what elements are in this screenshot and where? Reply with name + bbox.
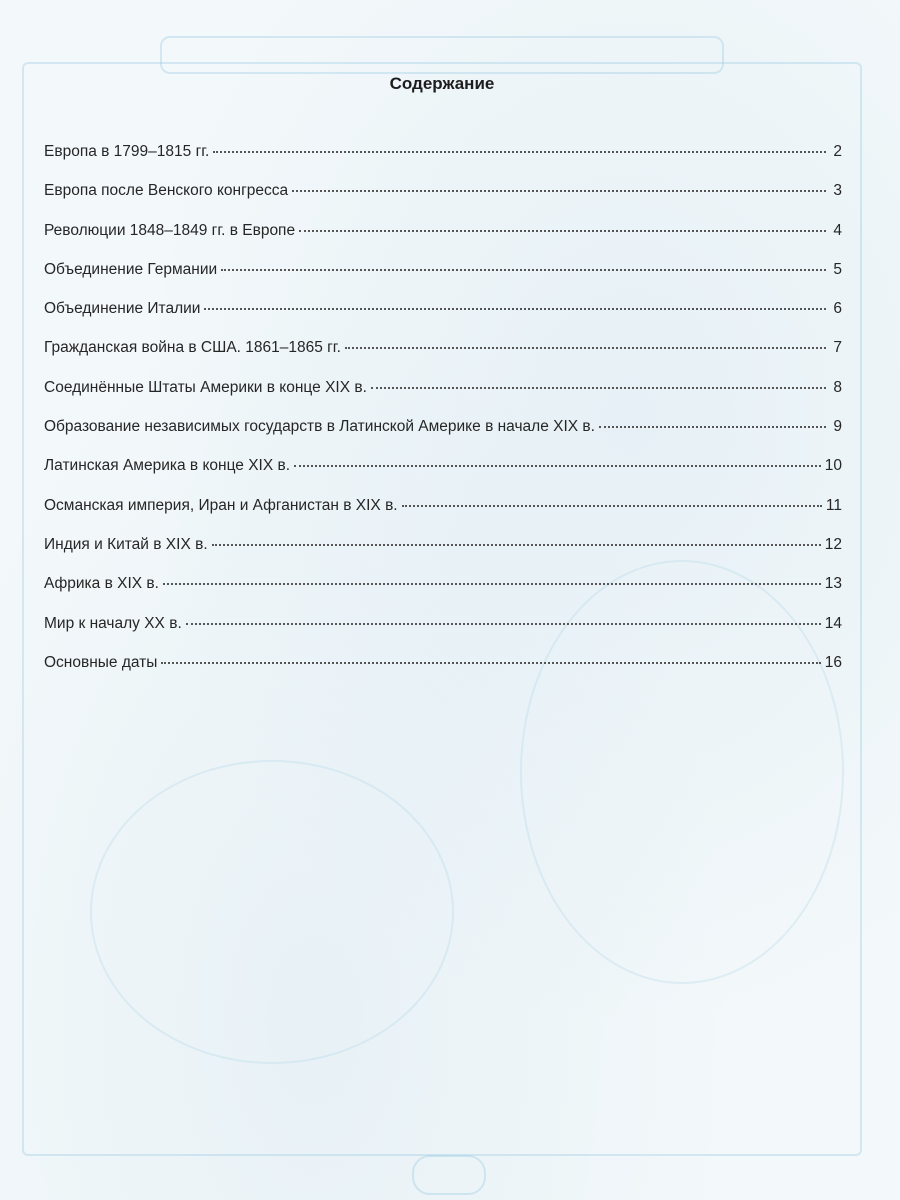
toc-entry <box>44 615 842 654</box>
toc-entry-page-number: 4 <box>833 221 842 239</box>
toc-entry-page-number: 11 <box>825 496 842 514</box>
page-title: Содержание <box>389 74 495 93</box>
table-of-contents <box>44 143 842 693</box>
toc-entry <box>44 418 842 457</box>
toc-entry <box>44 536 842 575</box>
toc-entry-title: Объединение Германии <box>44 260 218 278</box>
toc-entry-page-number: 2 <box>833 143 842 160</box>
toc-leader-dots <box>186 623 821 625</box>
toc-entry-page-number: 14 <box>824 614 842 632</box>
toc-leader-dots <box>292 190 826 192</box>
toc-entry <box>44 143 842 182</box>
toc-entry-page-number: 16 <box>824 653 842 671</box>
toc-entry-title: Индия и Китай в XIX в. <box>44 535 208 553</box>
toc-entry <box>44 339 842 378</box>
show-through-map-outline <box>90 760 454 1064</box>
toc-leader-dots <box>345 347 826 349</box>
toc-entry <box>44 182 842 221</box>
toc-entry-page-number: 12 <box>824 535 842 553</box>
toc-entry-page-number: 3 <box>833 182 842 200</box>
toc-entry <box>44 457 842 496</box>
toc-leader-dots <box>204 308 826 310</box>
toc-leader-dots <box>221 269 826 271</box>
toc-entry-title: Европа после Венского конгресса <box>44 182 289 200</box>
toc-entry <box>44 497 842 536</box>
toc-entry <box>44 261 842 300</box>
toc-entry-title: Объединение Италии <box>44 300 201 318</box>
toc-entry-title: Европа в 1799–1815 гг. <box>44 143 210 160</box>
toc-entry-title: Гражданская война в США. 1861–1865 гг. <box>44 339 341 357</box>
toc-leader-dots <box>294 465 821 467</box>
toc-entry-page-number: 9 <box>833 418 842 436</box>
toc-entry-title: Мир к началу XX в. <box>44 614 182 632</box>
toc-leader-dots <box>371 387 826 389</box>
toc-entry-page-number: 8 <box>833 378 842 396</box>
toc-leader-dots <box>163 583 821 585</box>
toc-leader-dots <box>161 662 820 664</box>
toc-entry-title: Основные даты <box>44 653 158 671</box>
toc-leader-dots <box>212 544 821 546</box>
toc-entry <box>44 654 842 693</box>
show-through-page-number-badge <box>412 1155 486 1195</box>
toc-entry-title: Латинская Америка в конце XIX в. <box>44 457 291 475</box>
toc-entry-page-number: 5 <box>833 260 842 278</box>
toc-entry-title: Соединённые Штаты Америки в конце XIX в. <box>44 378 367 396</box>
toc-entry-page-number: 7 <box>833 339 842 357</box>
toc-leader-dots <box>213 151 826 153</box>
toc-leader-dots <box>299 230 826 232</box>
toc-entry <box>44 575 842 614</box>
toc-entry-title: Африка в XIX в. <box>44 575 159 593</box>
toc-entry-page-number: 13 <box>824 575 842 593</box>
toc-entry <box>44 379 842 418</box>
toc-entry-page-number: 10 <box>824 457 842 475</box>
toc-leader-dots <box>599 426 826 428</box>
toc-leader-dots <box>402 505 822 507</box>
toc-entry-title: Османская империя, Иран и Афганистан в XIX в. <box>44 496 398 514</box>
toc-entry <box>44 222 842 261</box>
toc-entry <box>44 300 842 339</box>
toc-entry-title: Образование независимых государств в Латинской Америке в начале XIX в. <box>44 418 595 436</box>
toc-entry-title: Революции 1848–1849 гг. в Европе <box>44 221 296 239</box>
toc-entry-page-number: 6 <box>833 300 842 318</box>
